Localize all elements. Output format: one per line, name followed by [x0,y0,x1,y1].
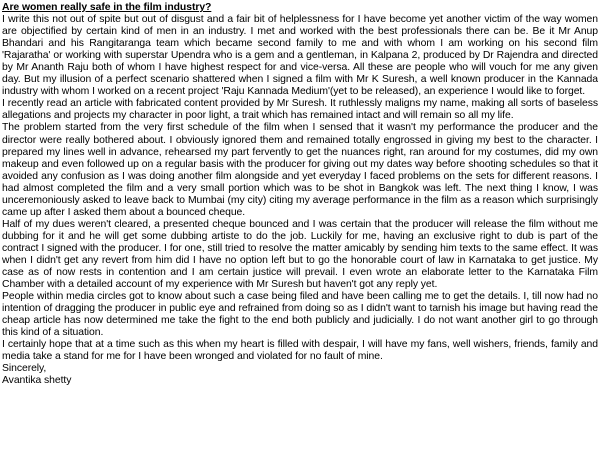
letter-paragraph-hope: I certainly hope that at a time such as this when my heart is filled with despair, I will have my fans, well wishers, friends, family and media take a stand for me for I have been wronged and violated for no fault of mine. [2,339,598,363]
letter-signature: Avantika shetty [2,375,72,387]
letter-paragraph-media: People within media circles got to know about such a case being filed and have been calling me to get the details. I, till now had no intention of dragging the producer in public eye and refrained from doing so as I didn't want to tarnish his image but having read the cheap article has now determined me take the fight to the end both publicly and judicially. I do not want another girl to go through this kind of a situation. [2,291,598,339]
letter-paragraph-article: I recently read an article with fabricated content provided by Mr Suresh. It ruthlessly maligns my name, making all sorts of baseless allegations and projects my character in poor light, a trait which has remained intact and will remain so all my life. [2,98,598,122]
letter-closing: Sincerely, [2,363,47,375]
letter-paragraph-dues: Half of my dues weren't cleared, a presented cheque bounced and I was certain that the producer will release the film without me dubbing for it and he will get some dubbing artiste to do the job. Luckily for me, having an exclusive right to dub is part of the contract I signed with the producer. I for one, still tried to resolve the matter amicably by sending him texts to the same effect. It was when I didn't get any revert from him did I have no option left but to go the honorable court of law in Karnataka to get justice. My case as of now rests in contention and I am certain justice will prevail. I even wrote an elaborate letter to the Karnataka Film Chamber with a detailed account of my experience with Mr Suresh but haven't got any reply yet. [2,218,598,291]
letter-paragraph-intro: I write this not out of spite but out of disgust and a fair bit of helplessness for I have become yet another victim of the way women are objectified by certain kind of men in an industry. I met and worked with the best professionals there can be. Be it Mr Anup Bhandari and his Rangitaranga team which became second family to me and with whom I am working on his second film 'Rajaratha' or working with superstar Upendra who is a gem and a gentleman, in Kalpana 2, produced by Dr Rajendra and directed by Mr Ananth Raju both of whom I have highest respect for and vice-versa. All these are people who will vouch for me any given day. But my illusion of a perfect scenario shattered when I signed a film with Mr K Suresh, a well known producer in the Kannada industry with whom I worked on a recent project 'Raju Kannada Medium'(yet to be released), an experience I would like to forget. [2,14,598,98]
letter-paragraph-problem: The problem started from the very first schedule of the film when I sensed that it wasn't my performance the producer and the director were really bothered about. I obviously ignored them and remained totally engrossed in giving my best to the character. I prepared my lines well in advance, rehearsed my part fervently to get the nuances right, ran around for my costumes, did my own makeup and even followed up on a regular basis with the producer for giving out my dates way before shooting schedules so that it avoided any confusion as I was doing another film alongside and yet everyday I faced problems on the sets for different reasons. I had almost completed the film and a very small portion which was to be shot in Bangkok was left. The next thing I know, I was unceremoniously asked to leave back to Mumbai (my city) citing my average performance in the film as a reason which surprisingly came up after I asked them about a bounced cheque. [2,122,598,218]
letter-title: Are women really safe in the film industry? [2,2,212,13]
